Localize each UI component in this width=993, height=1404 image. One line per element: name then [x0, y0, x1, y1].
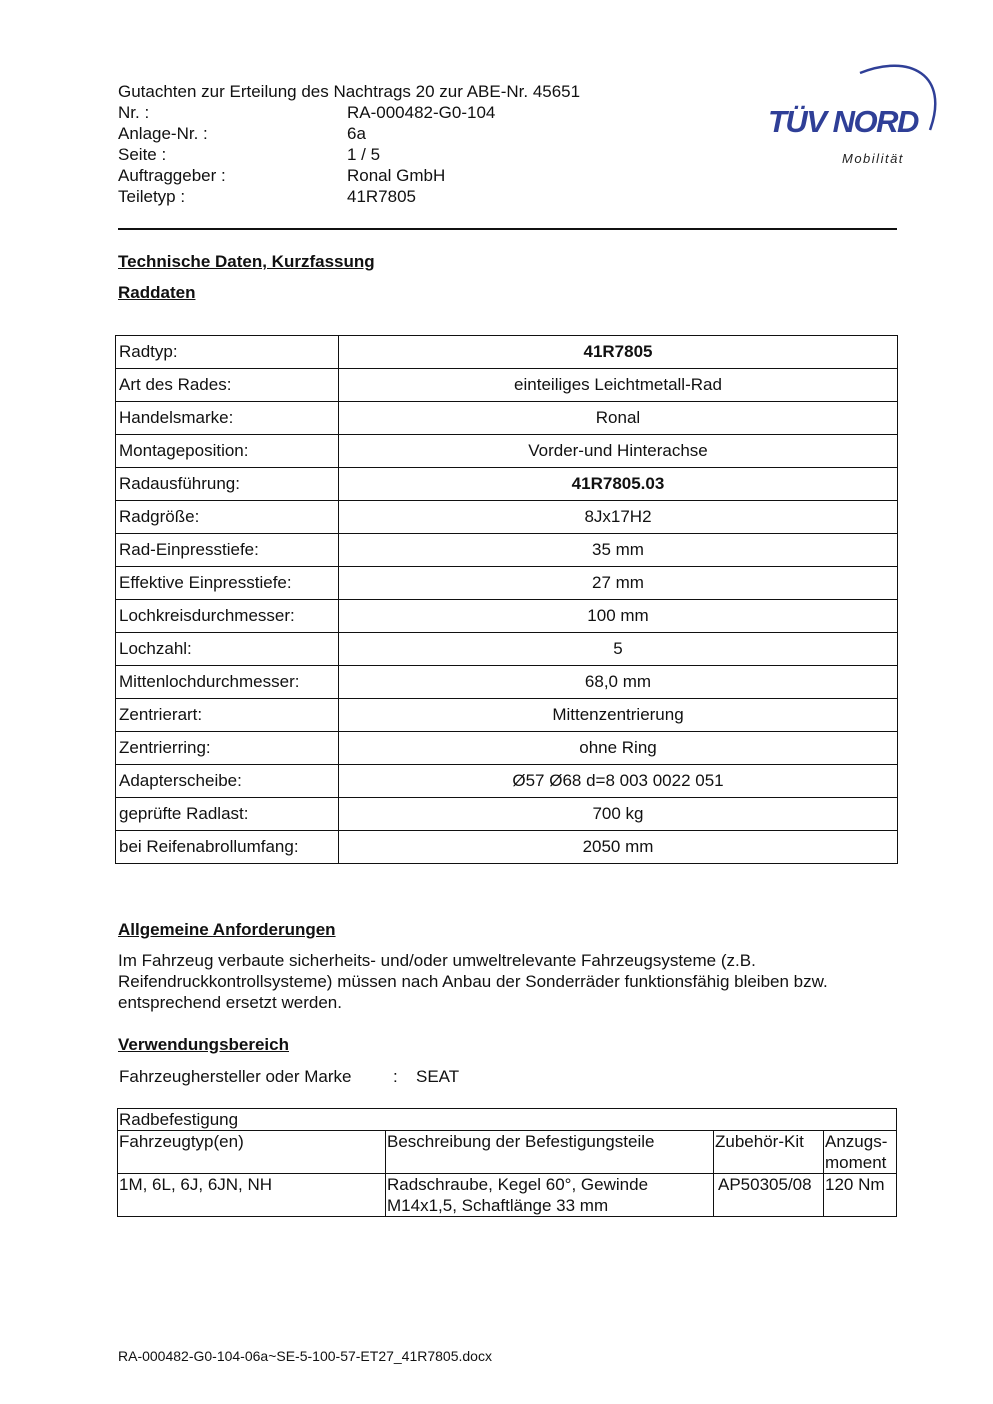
table-row — [116, 633, 898, 666]
heading-usage: Verwendungsbereich — [118, 1035, 289, 1054]
wheel-row-value: 700 kg — [339, 798, 898, 831]
fastening-table — [117, 1108, 897, 1217]
logo-text: TÜV NORD — [768, 104, 918, 139]
header-field-value: RA-000482-G0-104 — [347, 103, 496, 122]
wheel-row-label: bei Reifenabrollumfang: — [116, 831, 339, 864]
header-field-label: Teiletyp : — [118, 187, 186, 206]
header-field-value: 6a — [347, 124, 366, 143]
wheel-row-label: Art des Rades: — [116, 369, 339, 402]
wheel-row-label: Zentrierart: — [116, 699, 339, 732]
wheel-row-label: Rad-Einpresstiefe: — [116, 534, 339, 567]
wheel-row-label: Radgröße: — [116, 501, 339, 534]
wheel-data-table — [115, 335, 898, 864]
wheel-row-value: Vorder-und Hinterachse — [339, 435, 898, 468]
heading-technical: Technische Daten, Kurzfassung — [118, 252, 375, 271]
cell-vehicle-types: 1M, 6L, 6J, 6JN, NH — [118, 1174, 386, 1217]
wheel-row-value: 5 — [339, 633, 898, 666]
wheel-row-value: 2050 mm — [339, 831, 898, 864]
logo-subtitle: Mobilität — [842, 151, 904, 166]
table-row — [116, 798, 898, 831]
wheel-row-value: einteiliges Leichtmetall-Rad — [339, 369, 898, 402]
header-field-label: Anlage-Nr. : — [118, 124, 208, 143]
wheel-row-label: Lochzahl: — [116, 633, 339, 666]
wheel-row-label: Effektive Einpresstiefe: — [116, 567, 339, 600]
header-description: Beschreibung der Befestigungsteile — [386, 1131, 714, 1174]
wheel-row-label: Zentrierring: — [116, 732, 339, 765]
header-kit: Zubehör-Kit — [714, 1131, 824, 1174]
cell-torque: 120 Nm — [824, 1174, 897, 1217]
wheel-row-label: Radtyp: — [116, 336, 339, 369]
cell-description: Radschraube, Kegel 60°, Gewinde M14x1,5, Schaftlänge 33 mm — [386, 1174, 714, 1217]
wheel-row-label: Montageposition: — [116, 435, 339, 468]
table-row — [116, 732, 898, 765]
heading-wheel-data: Raddaten — [118, 283, 196, 302]
table-row — [116, 534, 898, 567]
fastening-title: Radbefestigung — [118, 1109, 897, 1131]
wheel-row-label: Adapterscheibe: — [116, 765, 339, 798]
wheel-row-value: ohne Ring — [339, 732, 898, 765]
header-field-label: Nr. : — [118, 103, 150, 122]
document-title: Gutachten zur Erteilung des Nachtrags 20 zur ABE-Nr. 45651 — [118, 82, 581, 101]
wheel-row-value: 41R7805 — [339, 336, 898, 369]
table-row — [116, 369, 898, 402]
wheel-row-value: 100 mm — [339, 600, 898, 633]
wheel-row-value: 68,0 mm — [339, 666, 898, 699]
table-row — [116, 336, 898, 369]
cell-kit: AP50305/08 — [714, 1174, 824, 1217]
table-row — [116, 699, 898, 732]
table-row — [116, 435, 898, 468]
wheel-row-value: 27 mm — [339, 567, 898, 600]
general-requirements-text: Im Fahrzeug verbaute sicherheits- und/oder umweltrelevante Fahrzeugsysteme (z.B. Reifendruckkontrollsysteme) müssen nach Anbau der Sonderräder funktionsfähig bleiben bzw. entsprechend ersetzt werden. — [118, 951, 828, 1012]
table-row — [116, 831, 898, 864]
table-row — [116, 501, 898, 534]
footer-filename: RA-000482-G0-104-06a~SE-5-100-57-ET27_41R7805.docx — [118, 1348, 492, 1364]
wheel-row-label: Lochkreisdurchmesser: — [116, 600, 339, 633]
wheel-row-label: Radausführung: — [116, 468, 339, 501]
header-field-value: 1 / 5 — [347, 145, 381, 164]
table-row — [116, 765, 898, 798]
wheel-row-value: 41R7805.03 — [339, 468, 898, 501]
header-divider — [118, 228, 897, 230]
wheel-row-value: Mittenzentrierung — [339, 699, 898, 732]
wheel-row-label: Handelsmarke: — [116, 402, 339, 435]
table-row — [118, 1174, 897, 1217]
table-row — [116, 666, 898, 699]
wheel-row-value: Ø57 Ø68 d=8 003 0022 051 — [339, 765, 898, 798]
header-field-value: 41R7805 — [347, 187, 417, 206]
table-row — [116, 567, 898, 600]
manufacturer-separator: : — [393, 1067, 398, 1086]
table-row — [116, 402, 898, 435]
header-vehicle-types: Fahrzeugtyp(en) — [118, 1131, 386, 1174]
header-field-value: Ronal GmbH — [347, 166, 446, 185]
wheel-row-value: 8Jx17H2 — [339, 501, 898, 534]
heading-general: Allgemeine Anforderungen — [118, 920, 336, 939]
wheel-row-label: Mittenlochdurchmesser: — [116, 666, 339, 699]
header-torque: Anzugs-moment — [824, 1131, 897, 1174]
table-row — [116, 468, 898, 501]
wheel-row-value: Ronal — [339, 402, 898, 435]
manufacturer-label: Fahrzeughersteller oder Marke — [119, 1067, 352, 1086]
wheel-row-label: geprüfte Radlast: — [116, 798, 339, 831]
header-field-label: Seite : — [118, 145, 167, 164]
table-row — [116, 600, 898, 633]
manufacturer-value: SEAT — [416, 1067, 460, 1086]
header-field-label: Auftraggeber : — [118, 166, 226, 185]
wheel-row-value: 35 mm — [339, 534, 898, 567]
